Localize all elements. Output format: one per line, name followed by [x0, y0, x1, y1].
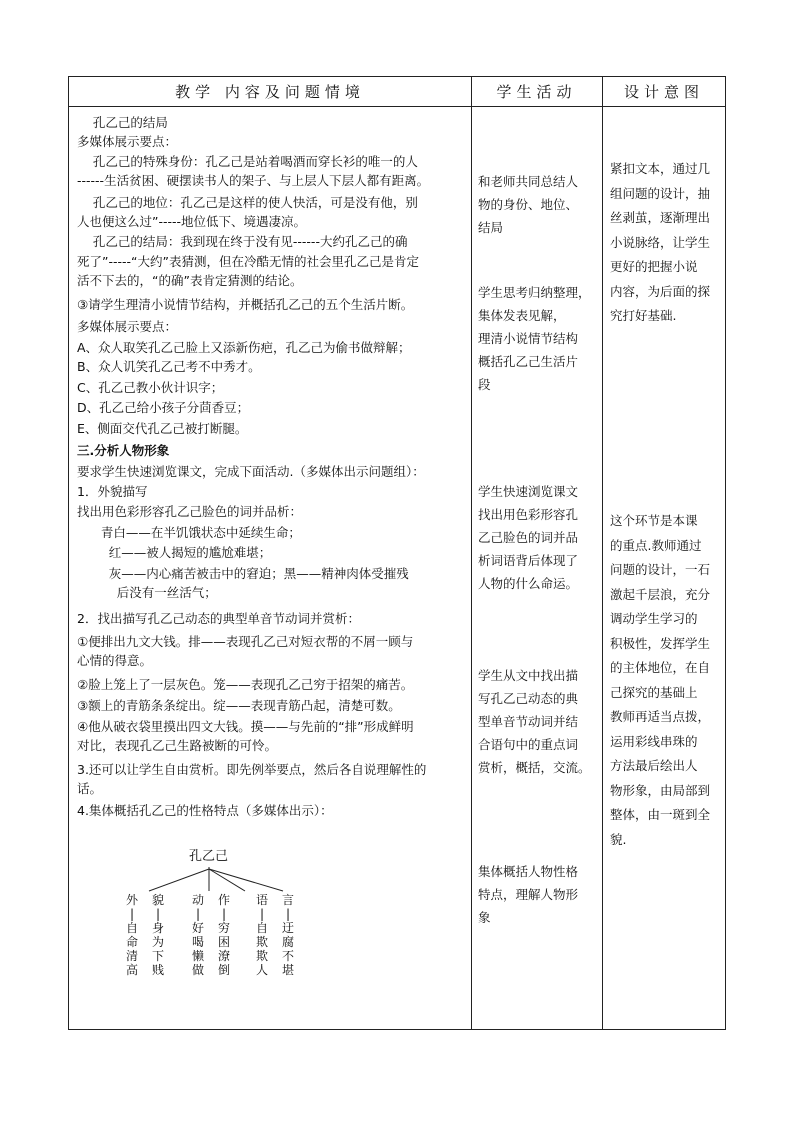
student-activity-line: 学生快速浏览课文	[478, 484, 579, 499]
content-line: ①便排出九文大钱。排——表现孔乙己对短衣帮的不屑一顾与	[77, 634, 414, 649]
lesson-plan-table	[68, 76, 726, 1030]
design-intent-line: 物形象，由局部到	[610, 782, 711, 798]
student-activity-line: 学生从文中找出描	[478, 668, 579, 683]
tree-branch-head: 貌	[151, 893, 164, 907]
student-activity-line: 概括孔乙己生活片	[478, 354, 579, 369]
student-activity-line: 物的身份、地位、	[478, 197, 579, 212]
design-intent-line: 紧扣文本，通过几	[610, 161, 711, 176]
content-line: 死了”-----“大约”表猜测，但在冷酷无情的社会里孔乙己是肯定	[77, 254, 419, 269]
content-line: A、众人取笑孔乙己脸上又添新伤疤，孔乙己为偷书做辩解；	[77, 340, 411, 355]
tree-branch-connector: |	[221, 907, 227, 921]
student-activity-line: 找出用色彩形容孔	[478, 507, 579, 522]
header-divider	[69, 106, 725, 107]
content-line: 3.还可以让学生自由赏析。即先例举要点，然后各自说理解性的	[77, 762, 427, 777]
tree-branch-body: 迂 腐 不 堪	[281, 921, 294, 977]
design-intent-line: 内容，为后面的探	[610, 283, 711, 299]
tree-branch-body: 自 命 清 高	[125, 921, 138, 977]
tree-branch-connector: |	[259, 907, 265, 921]
design-intent-line: 丝剥茧，逐渐理出	[610, 210, 711, 225]
tree-branch	[191, 893, 205, 977]
content-line: 多媒体展示要点：	[77, 319, 178, 334]
tree-root: 孔乙己	[189, 849, 229, 864]
column-divider-1	[471, 77, 472, 1029]
content-line: ------生活贫困、硬摆读书人的架子、与上层人下层人都有距离。	[77, 173, 430, 188]
student-activity-line: 人物的什么命运。	[478, 576, 579, 591]
column-divider-2	[602, 77, 603, 1029]
content-line: 活不下去的，“的确”表肯定猜测的结论。	[77, 273, 303, 288]
student-activity-line: 段	[478, 377, 491, 392]
content-line: 找出用色彩形容孔乙己脸色的词并品析：	[77, 504, 303, 519]
content-line: 要求学生快速浏览课文，完成下面活动.（多媒体出示问题组）：	[77, 464, 425, 479]
content-line: 青白——在半饥饿状态中延续生命；	[77, 525, 301, 540]
tree-branch	[151, 893, 165, 977]
student-activity-line: 乙己脸色的词并品	[478, 530, 579, 545]
design-intent-line: 运用彩线串珠的	[610, 733, 698, 749]
tree-branch-body: 身 为 下 贱	[151, 921, 164, 977]
content-line: 孔乙己的地位：孔乙己是这样的使人快活，可是没有他，别	[77, 195, 418, 210]
student-activity-line: 学生思考归纳整理，	[478, 285, 591, 300]
tree-branch-head: 动	[191, 893, 204, 907]
header-design-intent: 设计意图	[623, 83, 704, 101]
tree-branch-head: 作	[217, 893, 230, 907]
content-line: ④他从破衣袋里摸出四文大钱。摸——与先前的“排”形成鲜明	[77, 719, 414, 734]
content-line: 1．外貌描写	[77, 484, 148, 499]
student-activity-line: 合语句中的重点词	[478, 737, 579, 752]
content-line: 孔乙己的结局	[77, 115, 168, 130]
content-line: ②脸上笼上了一层灰色。笼——表现孔乙己穷于招架的痛苦。	[77, 677, 414, 692]
tree-branch-head: 言	[281, 893, 294, 907]
student-activity-line: 型单音节动词并结	[478, 714, 579, 729]
content-line: C、孔乙己教小伙计识字；	[77, 380, 224, 395]
content-line: ③额上的青筋条条绽出。绽——表现青筋凸起，清楚可数。	[77, 698, 401, 713]
design-intent-line: 整体，由一斑到全	[610, 807, 711, 822]
tree-branch-head: 外	[125, 893, 138, 907]
content-line: E、侧面交代孔乙己被打断腿。	[77, 421, 248, 436]
student-activity-line: 象	[478, 910, 491, 925]
tree-branch	[217, 893, 231, 977]
design-intent-line: 己探究的基础上	[610, 684, 698, 700]
design-intent-line: 问题的设计，一石	[610, 562, 711, 577]
tree-branch	[255, 893, 269, 977]
design-intent-line: 组问题的设计，抽	[610, 185, 711, 201]
content-line: B、众人讥笑孔乙己考不中秀才。	[77, 359, 261, 374]
tree-branch	[125, 893, 139, 977]
tree-branch-body: 穷 困 潦 倒	[217, 921, 230, 977]
character-tree	[109, 845, 359, 995]
content-line: 多媒体展示要点：	[77, 134, 178, 149]
student-activity-line: 结局	[478, 220, 504, 235]
student-activity-line: 理清小说情节结构	[478, 331, 579, 346]
content-line: 三.分析人物形象	[77, 443, 170, 458]
content-line: 红——被人揭短的尴尬难堪；	[77, 545, 272, 560]
tree-branch-body: 好 喝 懒 做	[191, 921, 204, 977]
content-line: 心情的得意。	[77, 653, 153, 668]
design-intent-line: 究打好基础.	[610, 308, 677, 323]
design-intent-line: 方法最后绘出人	[610, 758, 698, 773]
content-line: 2．找出描写孔乙己动态的典型单音节动词并赏析：	[77, 611, 360, 626]
student-activity-line: 集体发表见解，	[478, 308, 566, 323]
design-intent-line: 教师再适当点拨，	[610, 709, 711, 724]
design-intent-line: 这个环节是本课	[610, 513, 698, 528]
tree-branch-connector: |	[285, 907, 291, 921]
student-activity-line: 集体概括人物性格	[478, 864, 579, 879]
student-activity-line: 特点，理解人物形	[478, 887, 579, 902]
design-intent-line: 激起千层浪，充分	[610, 586, 711, 602]
header-content: 教学 内容及问题情境	[175, 83, 365, 101]
tree-branch-connector: |	[129, 907, 135, 921]
tree-branch-connector: |	[155, 907, 161, 921]
design-intent-line: 更好的把握小说	[610, 259, 698, 274]
content-line: 孔乙己的特殊身份：孔乙己是站着喝酒而穿长衫的唯一的人	[77, 154, 418, 169]
design-intent-line: 的主体地位，在自	[610, 660, 711, 675]
student-activity-line: 和老师共同总结人	[478, 174, 579, 189]
content-line: ③请学生理清小说情节结构，并概括孔乙己的五个生活片断。	[77, 297, 414, 312]
tree-branch-head: 语	[255, 893, 268, 907]
content-line: 人也便这么过”-----地位低下、境遇凄凉。	[77, 214, 307, 229]
design-intent-line: 小说脉络，让学生	[610, 234, 711, 250]
content-line: 灰——内心痛苦被击中的窘迫；黑——精神肉体受摧残	[77, 566, 409, 581]
tree-branch	[281, 893, 295, 977]
content-line: D、孔乙己给小孩子分茴香豆；	[77, 400, 250, 415]
tree-branch-body: 自 欺 欺 人	[255, 921, 268, 977]
student-activity-line: 析词语背后体现了	[478, 553, 579, 568]
design-intent-line: 貌.	[610, 831, 627, 847]
content-line: 对比，表现孔乙己生路被断的可怜。	[77, 738, 278, 753]
content-line: 后没有一丝活气；	[77, 585, 217, 600]
content-line: 话。	[77, 781, 103, 796]
design-intent-line: 的重点.教师通过	[610, 537, 702, 553]
content-line: 4.集体概括孔乙己的性格特点（多媒体出示）：	[77, 803, 333, 818]
design-intent-line: 调动学生学习的	[610, 611, 698, 626]
design-intent-line: 积极性，发挥学生	[610, 635, 711, 651]
header-student-activity: 学生活动	[496, 83, 577, 101]
tree-lines	[109, 845, 359, 905]
tree-branch-connector: |	[195, 907, 201, 921]
student-activity-line: 写孔乙己动态的典	[478, 691, 579, 706]
student-activity-line: 赏析，概括，交流。	[478, 760, 591, 775]
content-line: 孔乙己的结局：我到现在终于没有见------大约孔乙己的确	[77, 234, 408, 249]
